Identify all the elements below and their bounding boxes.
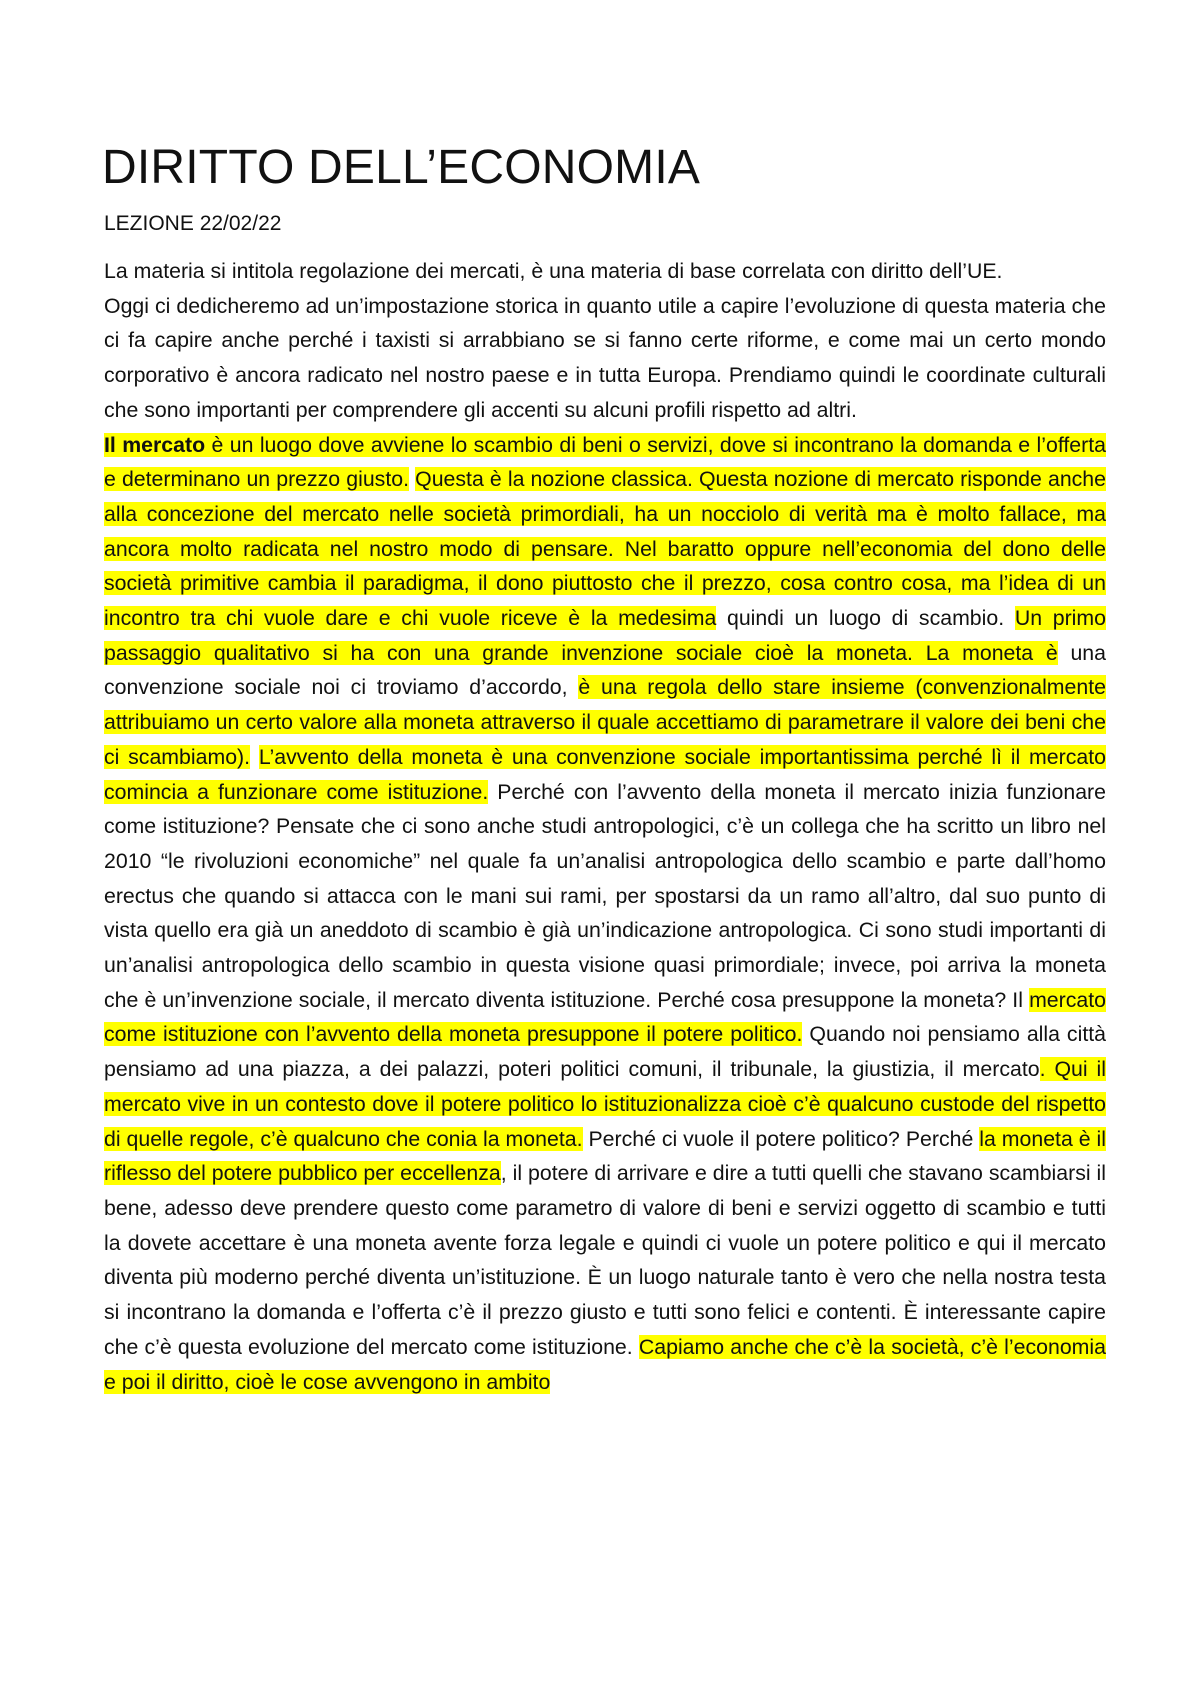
document-title: DIRITTO DELL’ECONOMIA: [102, 141, 701, 194]
highlighted-text: . Qui il mercato vive in un contesto dove il potere politico lo istituzionalizza cioè c’è qualcuno custode del rispetto di quelle regole, c’è qualcuno che conia la moneta.: [104, 1057, 1107, 1151]
highlighted-text: L’avvento della moneta è una convenzione sociale importantissima perché lì il mercato comincia a funzionare come istituzione.: [104, 744, 1106, 804]
paragraph: [104, 428, 1106, 1400]
highlighted-text: è un luogo dove avviene lo scambio di beni o servizi, dove si incontrano la domanda e l’offerta e determinano un prezzo giusto.: [104, 432, 1106, 492]
highlighted-text: Il mercato: [104, 432, 206, 457]
highlighted-text: Un primo passaggio qualitativo si ha con una grande invenzione sociale cioè la moneta. La moneta è: [104, 606, 1106, 665]
text-run: Perché ci vuole il potere politico? Perché: [582, 1126, 980, 1151]
text-run: quindi un luogo di scambio.: [716, 606, 1015, 631]
lecture-date: LEZIONE 22/02/22: [104, 212, 282, 235]
text-run: Quando noi pensiamo alla città pensiamo ad una piazza, a dei palazzi, poteri politici comuni, il tribunale, la giustizia, il mercato: [104, 1022, 1106, 1082]
paragraph: [104, 289, 1106, 428]
text-run: Oggi ci dedicheremo ad un’impostazione storica in quanto utile a capire l’evoluzione di questa materia che ci fa capire anche perché i taxisti si arrabbiano se si fanno certe riforme, e come mai un certo mondo corporativo è ancora radicato nel nostro paese e in tutta Europa. Prendiamo quindi le coordinate culturali che sono importanti per comprendere gli accenti su alcuni profili rispetto ad altri.: [104, 293, 1106, 422]
text-run: [250, 745, 259, 769]
text-run: , il potere di arrivare e dire a tutti quelli che stavano scambiarsi il bene, adesso deve prendere questo come parametro di valore di beni e servizi oggetto di scambio e tutti la dovete accettare è una moneta avente forza legale e quindi ci vuole un potere politico e qui il mercato diventa più moderno perché diventa un’istituzione. È un luogo naturale tanto è vero che nella nostra testa si incontrano la domanda e l’offerta c’è il prezzo giusto e tutti sono felici e contenti. È interessante capire che c’è questa evoluzione del mercato come istituzione.: [104, 1161, 1107, 1359]
text-run: Perché con l’avvento della moneta il mercato inizia funzionare come istituzione? Pensate che ci sono anche studi antropologici, c’è un collega che ha scritto un libro nel 2010 “le rivoluzioni economiche” nel quale fa un’analisi antropologica dello scambio e parte dall’homo erectus che quando si attacca con le mani sui rami, per spostarsi da un ramo all’altro, dal suo punto di vista quello era già un aneddoto di scambio è già un’indicazione antropologica. Ci sono studi importanti di un’analisi antropologica dello scambio in questa visione quasi primordiale; invece, poi arriva la moneta che è un’invenzione sociale, il mercato diventa istituzione. Perché cosa presuppone la moneta? Il: [104, 779, 1106, 1012]
highlighted-text: è una regola dello stare insieme (convenzionalmente attribuiamo un certo valore alla moneta attraverso il quale accettiamo di parametrare il valore dei beni che ci scambiamo).: [104, 675, 1106, 769]
highlighted-text: Questa è la nozione classica. Questa nozione di mercato risponde anche alla concezione del mercato nelle società primordiali, ha un nocciolo di verità ma è molto fallace, ma ancora molto radicata nel nostro modo di pensare. Nel baratto oppure nell’economia del dono delle società primitive cambia il paradigma, il dono piuttosto che il prezzo, cosa contro cosa, ma l’idea di un incontro tra chi vuole dare e chi vuole riceve è la medesima: [104, 467, 1106, 631]
highlighted-text: Capiamo anche che c’è la società, c’è l’economia e poi il diritto, cioè le cose avvengono in ambito: [104, 1334, 1106, 1394]
paragraph: [104, 254, 1106, 289]
document-body: [104, 254, 1106, 1399]
highlighted-text: la moneta è il riflesso del potere pubblico per eccellenza: [104, 1126, 1106, 1186]
text-run: La materia si intitola regolazione dei mercati, è una materia di base correlata con diritto dell’UE.: [104, 259, 1003, 283]
highlighted-text: mercato come istituzione con l’avvento della moneta presuppone il potere politico.: [104, 987, 1106, 1047]
document-page: [104, 140, 1106, 1399]
text-run: una convenzione sociale noi ci troviamo d’accordo,: [104, 640, 1106, 700]
